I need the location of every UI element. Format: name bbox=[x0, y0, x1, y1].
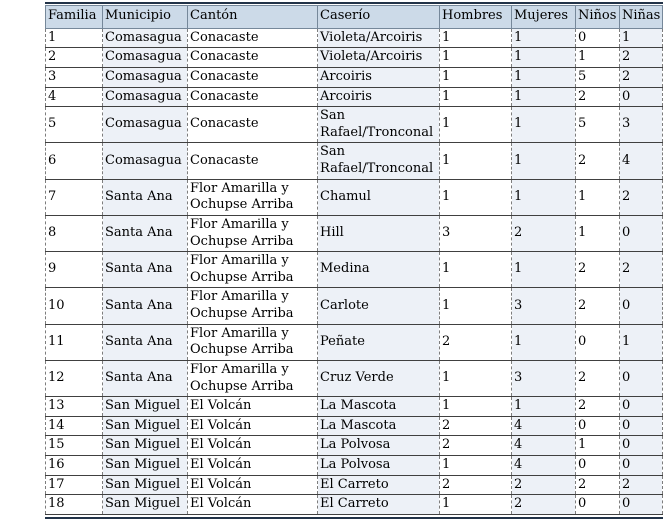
table-cell: 2 bbox=[512, 215, 576, 251]
table-cell: 1 bbox=[46, 28, 103, 48]
table-cell: 0 bbox=[576, 324, 620, 360]
table-row bbox=[46, 495, 663, 515]
table-cell: Comasagua bbox=[103, 67, 188, 87]
table-cell: 2 bbox=[440, 324, 512, 360]
table-cell: 1 bbox=[512, 143, 576, 179]
table-row bbox=[46, 456, 663, 476]
families-table bbox=[45, 5, 663, 515]
table-cell: 1 bbox=[440, 495, 512, 515]
table-cell: 1 bbox=[512, 28, 576, 48]
table-cell: 17 bbox=[46, 475, 103, 495]
table-cell: 0 bbox=[576, 28, 620, 48]
table-cell: Conacaste bbox=[188, 67, 318, 87]
table-cell: Flor Amarilla y Ochupse Arriba bbox=[188, 360, 318, 396]
table-cell: 2 bbox=[620, 48, 663, 68]
table-row bbox=[46, 324, 663, 360]
table-cell: 2 bbox=[576, 397, 620, 417]
table-cell: 5 bbox=[46, 107, 103, 143]
table-cell: 3 bbox=[620, 107, 663, 143]
table-cell: Cruz Verde bbox=[318, 360, 440, 396]
table-cell: La Mascota bbox=[318, 397, 440, 417]
table-row bbox=[46, 107, 663, 143]
table-cell: 0 bbox=[620, 456, 663, 476]
table-cell: Violeta/Arcoiris bbox=[318, 48, 440, 68]
table-cell: Conacaste bbox=[188, 107, 318, 143]
table-cell: 1 bbox=[440, 143, 512, 179]
table-cell: Flor Amarilla y Ochupse Arriba bbox=[188, 324, 318, 360]
table-cell: 1 bbox=[440, 48, 512, 68]
table-row bbox=[46, 87, 663, 107]
table-cell: 0 bbox=[620, 397, 663, 417]
table-cell: 1 bbox=[440, 397, 512, 417]
table-cell: 18 bbox=[46, 495, 103, 515]
table-cell: 14 bbox=[46, 416, 103, 436]
table-cell: 0 bbox=[620, 87, 663, 107]
table-cell: San Miguel bbox=[103, 416, 188, 436]
table-cell: Hill bbox=[318, 215, 440, 251]
table-cell: 2 bbox=[576, 143, 620, 179]
table-cell: 1 bbox=[440, 107, 512, 143]
table-cell: 0 bbox=[576, 416, 620, 436]
table-cell: Santa Ana bbox=[103, 288, 188, 324]
table-row bbox=[46, 252, 663, 288]
table-cell: Comasagua bbox=[103, 48, 188, 68]
table-cell: 2 bbox=[440, 475, 512, 495]
column-header-ninos: Niños bbox=[576, 6, 620, 29]
table-cell: 0 bbox=[576, 456, 620, 476]
table-row bbox=[46, 48, 663, 68]
table-cell: 3 bbox=[512, 288, 576, 324]
table-cell: 0 bbox=[576, 495, 620, 515]
table-cell: 1 bbox=[440, 87, 512, 107]
table-cell: La Mascota bbox=[318, 416, 440, 436]
table-cell: El Volcán bbox=[188, 397, 318, 417]
table-row bbox=[46, 288, 663, 324]
table-cell: El Volcán bbox=[188, 456, 318, 476]
table-cell: 1 bbox=[512, 324, 576, 360]
table-cell: Comasagua bbox=[103, 87, 188, 107]
column-header-hombres: Hombres bbox=[440, 6, 512, 29]
table-cell: 1 bbox=[512, 397, 576, 417]
table-cell: 2 bbox=[620, 179, 663, 215]
table-cell: 4 bbox=[46, 87, 103, 107]
table-cell: 2 bbox=[620, 475, 663, 495]
table-cell: Santa Ana bbox=[103, 252, 188, 288]
table-row bbox=[46, 143, 663, 179]
table-cell: El Volcán bbox=[188, 475, 318, 495]
table-cell: 1 bbox=[576, 179, 620, 215]
table-cell: 2 bbox=[576, 87, 620, 107]
table-cell: 3 bbox=[512, 360, 576, 396]
table-cell: 2 bbox=[576, 252, 620, 288]
table-cell: 1 bbox=[440, 360, 512, 396]
table-cell: Santa Ana bbox=[103, 215, 188, 251]
table-frame bbox=[45, 2, 663, 519]
table-cell: 0 bbox=[620, 360, 663, 396]
table-cell: 9 bbox=[46, 252, 103, 288]
table-row bbox=[46, 360, 663, 396]
table-cell: Conacaste bbox=[188, 87, 318, 107]
table-cell: 1 bbox=[440, 288, 512, 324]
table-cell: 2 bbox=[46, 48, 103, 68]
table-cell: 1 bbox=[440, 252, 512, 288]
table-cell: 1 bbox=[512, 48, 576, 68]
table-cell: 1 bbox=[576, 48, 620, 68]
table-cell: Conacaste bbox=[188, 28, 318, 48]
column-header-caserio: Caserío bbox=[318, 6, 440, 29]
table-cell: Flor Amarilla y Ochupse Arriba bbox=[188, 179, 318, 215]
table-cell: 0 bbox=[620, 288, 663, 324]
table-row bbox=[46, 416, 663, 436]
table-cell: El Volcán bbox=[188, 495, 318, 515]
header-row bbox=[46, 6, 663, 29]
table-cell: 0 bbox=[620, 436, 663, 456]
table-cell: 2 bbox=[576, 360, 620, 396]
table-cell: 1 bbox=[512, 87, 576, 107]
table-cell: Comasagua bbox=[103, 107, 188, 143]
table-cell: 15 bbox=[46, 436, 103, 456]
table-cell: El Carreto bbox=[318, 475, 440, 495]
table-row bbox=[46, 397, 663, 417]
table-cell: 8 bbox=[46, 215, 103, 251]
table-row bbox=[46, 28, 663, 48]
table-cell: San Rafael/Tronconal bbox=[318, 107, 440, 143]
table-cell: San Miguel bbox=[103, 397, 188, 417]
table-cell: 2 bbox=[512, 495, 576, 515]
table-cell: San Miguel bbox=[103, 475, 188, 495]
table-cell: 11 bbox=[46, 324, 103, 360]
table-cell: 3 bbox=[46, 67, 103, 87]
table-cell: Flor Amarilla y Ochupse Arriba bbox=[188, 215, 318, 251]
table-row bbox=[46, 179, 663, 215]
table-cell: Santa Ana bbox=[103, 179, 188, 215]
table-cell: Comasagua bbox=[103, 28, 188, 48]
table-cell: 1 bbox=[440, 179, 512, 215]
table-cell: 13 bbox=[46, 397, 103, 417]
table-cell: 2 bbox=[512, 475, 576, 495]
column-header-ninas: Niñas bbox=[620, 6, 663, 29]
column-header-mujeres: Mujeres bbox=[512, 6, 576, 29]
table-cell: 10 bbox=[46, 288, 103, 324]
table-cell: 3 bbox=[440, 215, 512, 251]
table-row bbox=[46, 67, 663, 87]
table-cell: 1 bbox=[620, 28, 663, 48]
table-cell: San Rafael/Tronconal bbox=[318, 143, 440, 179]
table-cell: San Miguel bbox=[103, 495, 188, 515]
table-cell: 0 bbox=[620, 215, 663, 251]
table-cell: La Polvosa bbox=[318, 436, 440, 456]
table-cell: Chamul bbox=[318, 179, 440, 215]
table-cell: Santa Ana bbox=[103, 360, 188, 396]
table-cell: 2 bbox=[620, 67, 663, 87]
table-cell: 0 bbox=[620, 416, 663, 436]
table-cell: La Polvosa bbox=[318, 456, 440, 476]
table-cell: 2 bbox=[576, 475, 620, 495]
table-cell: Comasagua bbox=[103, 143, 188, 179]
table-cell: Arcoiris bbox=[318, 67, 440, 87]
table-cell: 1 bbox=[440, 67, 512, 87]
table-cell: San Miguel bbox=[103, 456, 188, 476]
table-cell: 1 bbox=[512, 67, 576, 87]
table-cell: 1 bbox=[576, 215, 620, 251]
table-cell: Conacaste bbox=[188, 48, 318, 68]
table-row bbox=[46, 475, 663, 495]
table-cell: 2 bbox=[620, 252, 663, 288]
table-cell: 1 bbox=[512, 107, 576, 143]
table-cell: 16 bbox=[46, 456, 103, 476]
table-cell: 0 bbox=[620, 495, 663, 515]
table-header bbox=[46, 6, 663, 29]
table-cell: 1 bbox=[512, 252, 576, 288]
table-cell: 6 bbox=[46, 143, 103, 179]
table-cell: 2 bbox=[440, 436, 512, 456]
table-row bbox=[46, 436, 663, 456]
table-cell: Medina bbox=[318, 252, 440, 288]
table-cell: Peñate bbox=[318, 324, 440, 360]
table-cell: 12 bbox=[46, 360, 103, 396]
table-cell: Flor Amarilla y Ochupse Arriba bbox=[188, 252, 318, 288]
table-cell: 1 bbox=[440, 456, 512, 476]
table-cell: San Miguel bbox=[103, 436, 188, 456]
table-cell: 4 bbox=[512, 416, 576, 436]
table-cell: 1 bbox=[576, 436, 620, 456]
column-header-municipio: Municipio bbox=[103, 6, 188, 29]
column-header-canton: Cantón bbox=[188, 6, 318, 29]
table-cell: El Carreto bbox=[318, 495, 440, 515]
table-cell: Flor Amarilla y Ochupse Arriba bbox=[188, 288, 318, 324]
table-cell: 1 bbox=[512, 179, 576, 215]
table-cell: 4 bbox=[620, 143, 663, 179]
table-cell: 5 bbox=[576, 107, 620, 143]
table-cell: 1 bbox=[620, 324, 663, 360]
table-cell: 1 bbox=[440, 28, 512, 48]
column-header-familia: Familia bbox=[46, 6, 103, 29]
table-cell: 5 bbox=[576, 67, 620, 87]
table-cell: Violeta/Arcoiris bbox=[318, 28, 440, 48]
table-body bbox=[46, 28, 663, 514]
table-row bbox=[46, 215, 663, 251]
table-cell: 2 bbox=[576, 288, 620, 324]
table-cell: Carlote bbox=[318, 288, 440, 324]
table-cell: 4 bbox=[512, 456, 576, 476]
table-cell: 7 bbox=[46, 179, 103, 215]
table-cell: 4 bbox=[512, 436, 576, 456]
table-cell: Arcoiris bbox=[318, 87, 440, 107]
table-cell: Santa Ana bbox=[103, 324, 188, 360]
table-cell: Conacaste bbox=[188, 143, 318, 179]
table-cell: El Volcán bbox=[188, 416, 318, 436]
table-cell: El Volcán bbox=[188, 436, 318, 456]
table-cell: 2 bbox=[440, 416, 512, 436]
